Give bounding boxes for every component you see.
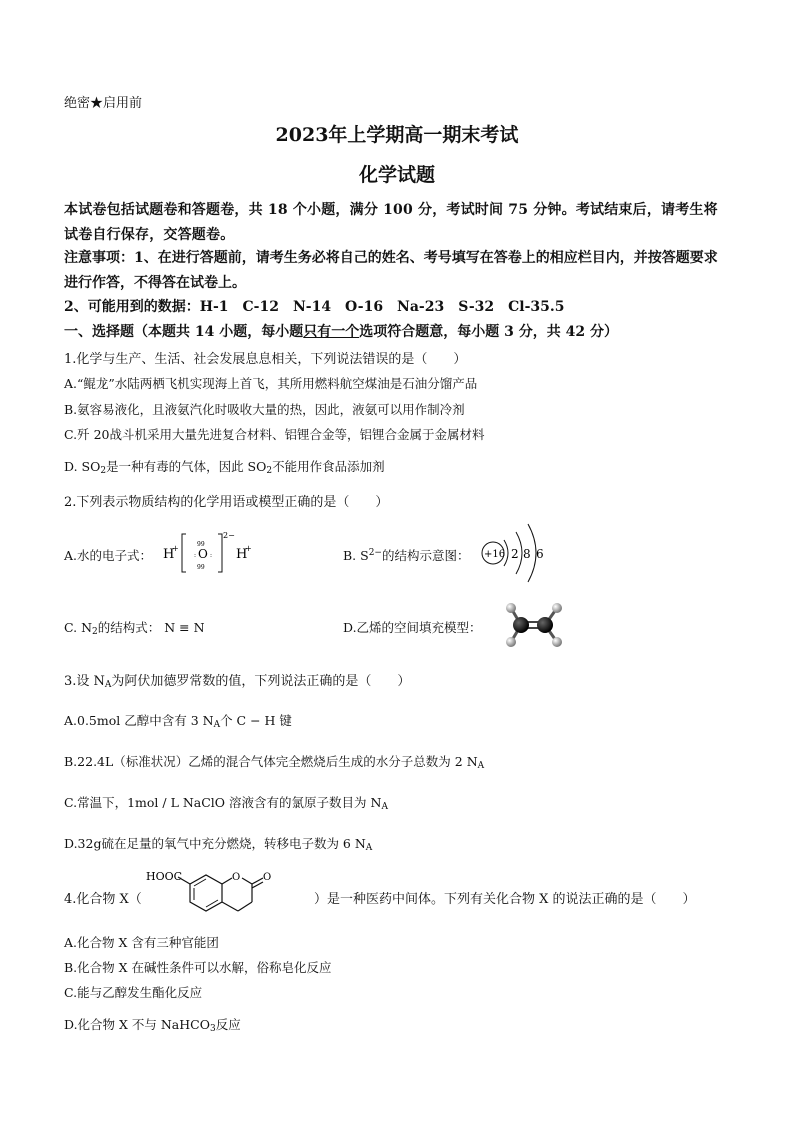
h-charge-left: + xyxy=(172,544,179,553)
q4-option-a: A.化合物 X 含有三种官能团 xyxy=(64,935,219,950)
q3-c-pre: C.常温下，1mol / L NaClO 溶液含有的氯原子数目为 N xyxy=(64,795,382,810)
q4-d-post: 反应 xyxy=(215,1017,241,1032)
q2-option-a-label: A.水的电子式： xyxy=(64,548,153,563)
shell-1-electrons: 2 xyxy=(511,547,519,561)
q3-a-sub: A xyxy=(213,720,221,730)
section-heading xyxy=(64,321,618,341)
q2-option-b-label xyxy=(343,546,470,564)
q3-a-post: 个 C − H 键 xyxy=(220,713,292,728)
shell-2-electrons: 8 xyxy=(523,547,531,561)
q2-stem: 2.下列表示物质结构的化学用语或模型正确的是（ ） xyxy=(64,495,389,510)
shell-3-electrons: 6 xyxy=(536,547,544,561)
notice-item-2 xyxy=(64,296,565,316)
q1-d-post: 不能用作食品添加剂 xyxy=(272,459,385,474)
q3-d-pre: D.32g硫在足量的氧气中充分燃烧，转移电子数为 6 N xyxy=(64,836,366,851)
intro-paragraph: 本试卷包括试题卷和答题卷，共 18 个小题，满分 100 分，考试时间 75 分钟。考试结束后，请考生将试卷自行保存，交答题卷。 xyxy=(64,202,718,243)
q3-d-sub: A xyxy=(365,843,373,853)
q3-option-a xyxy=(64,711,292,730)
ring-oxygen-label: O xyxy=(232,872,241,883)
oxygen-atom: O xyxy=(198,547,208,561)
q3-b-sub: A xyxy=(477,761,485,771)
q1-stem: 1.化学与生产、生活、社会发展息息相关，下列说法错误的是（ ） xyxy=(64,352,467,367)
notice-item-1: 注意事项：1、在进行答题前，请考生务必将自己的姓名、考号填写在答卷上的相应栏目内，并按答题要求进行作答，不得答在试卷上。 xyxy=(64,250,718,291)
q2-option-d-label: D.乙烯的空间填充模型： xyxy=(343,620,482,635)
electron-dot-right: : xyxy=(210,552,213,559)
h-charge-right: + xyxy=(245,544,252,553)
q2-b-sup: 2− xyxy=(368,548,382,558)
section-heading-pre: 一、选择题（本题共 14 小题，每小题 xyxy=(64,324,304,340)
q1-d-sub: 2 xyxy=(100,466,107,476)
atomic-mass-values: H-1 C-12 N-14 O-16 Na-23 S-32 Cl-35.5 xyxy=(199,299,565,315)
q3-stem-sub: A xyxy=(104,680,112,690)
carboxyl-group-label: HOOC xyxy=(146,870,183,883)
h-atom-right: H xyxy=(236,547,248,562)
q2-c-post: 的结构式： N ≡ N xyxy=(97,620,205,635)
q3-a-pre: A.0.5mol 乙醇中含有 3 N xyxy=(64,713,214,728)
h-atom-left: H xyxy=(163,547,175,562)
q2-b-post: 的结构示意图： xyxy=(381,548,470,563)
q1-d-mid: 是一种有毒的气体，因此 SO xyxy=(106,459,267,474)
electron-dot-bottom: 99 xyxy=(197,564,205,571)
nucleus-charge: +16 xyxy=(484,549,506,560)
section-heading-post: 选项符合题意，每小题 3 分，共 42 分） xyxy=(359,324,618,340)
q3-stem-post: 为阿伏加德罗常数的值，下列说法正确的是（ ） xyxy=(111,674,411,689)
ethylene-space-filling-model xyxy=(497,600,569,648)
exam-subtitle: 化学试题 xyxy=(358,164,435,186)
q3-stem-pre: 3.设 N xyxy=(64,674,105,689)
q2-b-pre: B. S xyxy=(343,548,369,563)
q4-option-d xyxy=(64,1015,241,1034)
q4-stem-post: ）是一种医药中间体。下列有关化合物 X 的说法正确的是（ ） xyxy=(314,892,696,907)
q4-stem-pre: 4.化合物 X（ xyxy=(64,892,142,907)
notice-item-2-label: 2、可能用到的数据： xyxy=(64,299,200,315)
q2-option-c xyxy=(64,618,205,637)
q3-option-d xyxy=(64,834,372,853)
q3-option-b xyxy=(64,752,484,771)
q1-option-d xyxy=(64,457,385,476)
electron-dot-top: 99 xyxy=(197,541,205,548)
q1-d-sub2: 2 xyxy=(266,466,273,476)
q1-option-c: C.歼 20战斗机采用大量先进复合材料、铝锂合金等，铝锂合金属于金属材料 xyxy=(64,427,485,442)
q1-option-b: B.氨容易液化，且液氨汽化时吸收大量的热，因此，液氨可以用作制冷剂 xyxy=(64,402,465,417)
q4-d-sub: 3 xyxy=(209,1024,216,1034)
confidential-mark: 绝密★启用前 xyxy=(64,96,143,111)
q3-c-sub: A xyxy=(381,802,388,812)
carbonyl-oxygen-label: O xyxy=(263,872,272,883)
q1-d-pre: D. SO xyxy=(64,459,101,474)
bracket-charge: 2− xyxy=(223,531,235,540)
q4-option-b: B.化合物 X 在碱性条件可以水解，俗称皂化反应 xyxy=(64,960,332,975)
exam-title: 2023年上学期高一期末考试 xyxy=(275,124,519,146)
q2-c-sub: 2 xyxy=(92,627,98,637)
q4-option-c: C.能与乙醇发生酯化反应 xyxy=(64,985,203,1000)
q3-b-pre: B.22.4L（标准状况）乙烯的混合气体完全燃烧后生成的水分子总数为 2 N xyxy=(64,754,478,769)
compound-x-structure xyxy=(146,866,314,926)
q3-stem xyxy=(64,670,410,690)
q4-d-pre: D.化合物 X 不与 NaHCO xyxy=(64,1017,210,1032)
electron-dot-left: : xyxy=(194,552,197,559)
q3-option-c xyxy=(64,793,388,812)
q2-c-pre: C. N xyxy=(64,620,93,635)
sulfide-ion-structure-diagram xyxy=(478,520,558,584)
section-heading-underlined: 只有一个 xyxy=(303,324,360,340)
q1-option-a: A.“鲲龙”水陆两栖飞机实现海上首飞，其所用燃料航空煤油是石油分馏产品 xyxy=(64,376,478,391)
water-electron-formula xyxy=(160,526,260,578)
